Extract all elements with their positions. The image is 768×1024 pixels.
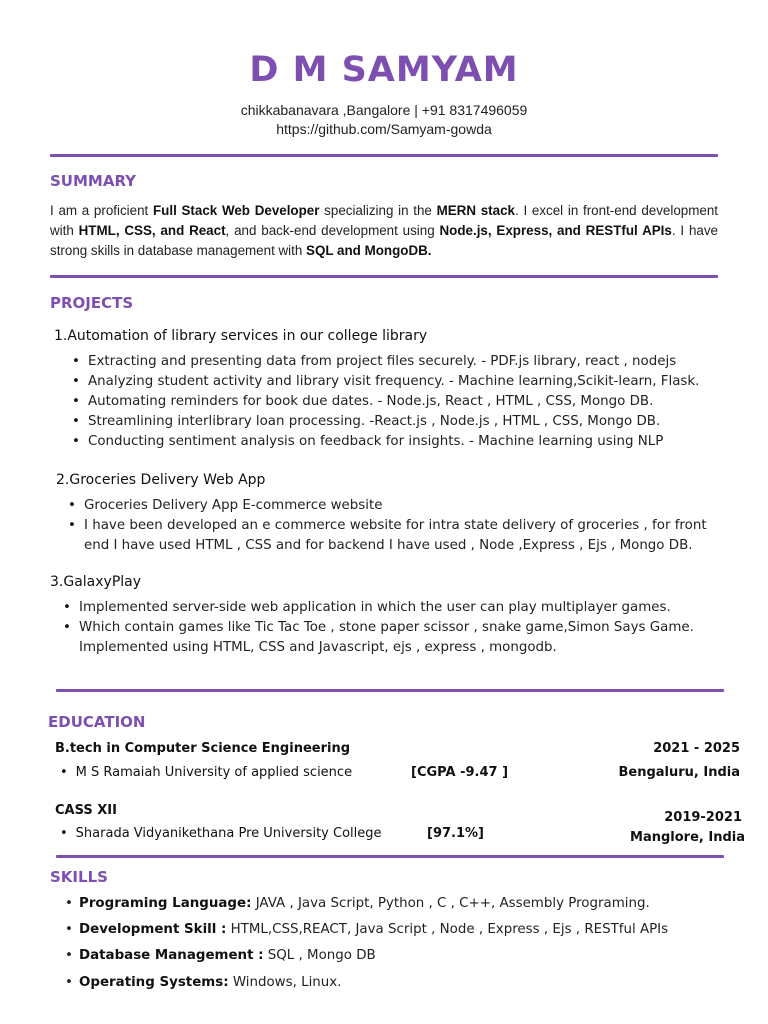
- list-item: • Streamlining interlibrary loan processing. -React.js , Node.js , HTML , CSS, Mongo DB.: [72, 412, 752, 432]
- section-heading-projects: PROJECTS: [50, 294, 134, 312]
- list-item: • Conducting sentiment analysis on feedback for insights. - Machine learning using NLP: [72, 432, 752, 452]
- skill-item: • Operating Systems: Windows, Linux.: [65, 975, 342, 990]
- contact-line: chikkabanavara ,Bangalore | +91 8317496059: [240, 102, 528, 118]
- project-title: 3.GalaxyPlay: [50, 574, 142, 590]
- education-degree: B.tech in Computer Science Engineering: [55, 741, 351, 756]
- skill-item: • Database Management : SQL , Mongo DB: [65, 948, 376, 963]
- skill-item: • Programing Language: JAVA , Java Script, Python , C , C++, Assembly Programing.: [65, 896, 650, 911]
- list-item: • Automating reminders for book due dates. - Node.js, React , HTML , CSS, Mongo DB.: [72, 392, 752, 412]
- education-location: Bengaluru, India: [618, 765, 740, 780]
- divider: [50, 154, 718, 157]
- education-institution: • M S Ramaiah University of applied science: [60, 765, 353, 780]
- resume-name: D M SAMYAM: [249, 50, 519, 90]
- project-bullets: [63, 598, 713, 658]
- education-score: [CGPA -9.47 ]: [411, 765, 509, 780]
- divider: [50, 275, 718, 278]
- project-bullets: [68, 496, 720, 556]
- list-item: • Which contain games like Tic Tac Toe , stone paper scissor , snake game,Simon Says Game. Implemented using HTML, CSS and Javascript, ejs , express , mongodb.: [63, 618, 713, 658]
- section-heading-education: EDUCATION: [48, 713, 146, 731]
- list-item: • Groceries Delivery App E-commerce website: [68, 496, 720, 516]
- list-item: • Analyzing student activity and library visit frequency. - Machine learning,Scikit-learn, Flask.: [72, 372, 752, 392]
- divider: [56, 855, 724, 858]
- summary-paragraph: I am a proficient Full Stack Web Developer specializing in the MERN stack. I excel in front-end development with HTML, CSS, and React, and back-end development using Node.js, Express, and RESTful APIs. I have strong skills in database management with SQL and MongoDB.: [50, 203, 718, 258]
- project-title: 1.Automation of library services in our college library: [54, 328, 428, 344]
- section-heading-summary: SUMMARY: [50, 172, 137, 190]
- list-item: • Implemented server-side web application in which the user can play multiplayer games.: [63, 598, 713, 618]
- divider: [56, 689, 724, 692]
- list-item: • Extracting and presenting data from project files securely. - PDF.js library, react , nodejs: [72, 352, 752, 372]
- education-score: [97.1%]: [427, 826, 484, 841]
- github-link[interactable]: https://github.com/Samyam-gowda: [276, 121, 492, 137]
- education-institution: • Sharada Vidyanikethana Pre University College: [60, 826, 382, 841]
- education-years: 2019-2021: [664, 810, 742, 825]
- skill-item: • Development Skill : HTML,CSS,REACT, Java Script , Node , Express , Ejs , RESTful APIs: [65, 922, 669, 937]
- list-item: • I have been developed an e commerce website for intra state delivery of groceries , for front end I have used HTML , CSS and for backend I have used , Node ,Express , Ejs , Mongo DB.: [68, 516, 720, 556]
- section-heading-skills: SKILLS: [50, 868, 108, 886]
- education-degree: CASS XII: [55, 803, 117, 818]
- education-years: 2021 - 2025: [653, 741, 740, 756]
- project-bullets: [72, 352, 752, 452]
- education-location: Manglore, India: [630, 830, 745, 845]
- project-title: 2.Groceries Delivery Web App: [56, 472, 266, 488]
